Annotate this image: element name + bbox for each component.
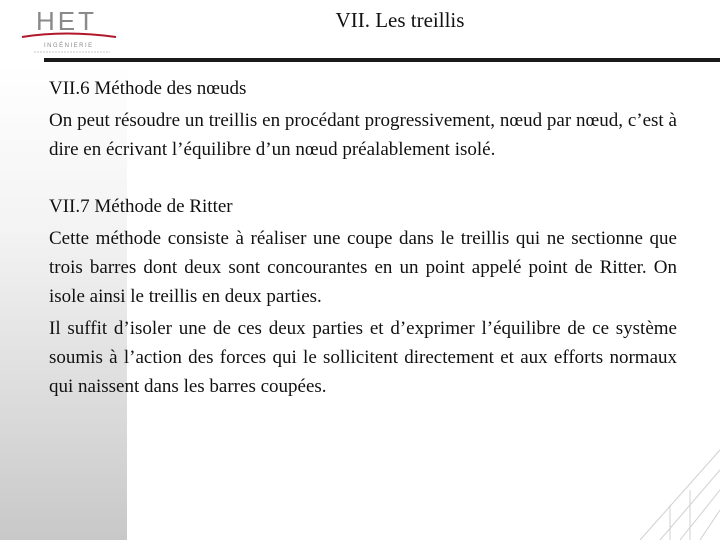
paragraph-ritter-equilibrium: Il suffit d’isoler une de ces deux parties et d’exprimer l’équilibre de ce système soumis à l’action des forces qui le sollicitent directement et aux efforts normaux qui naissent dans les barres coupées. — [49, 318, 677, 397]
paragraph-nodes-method: On peut résoudre un treillis en procédant progressivement, nœud par nœud, c’est à dire en écrivant l’équilibre d’un nœud préalablement isolé. — [49, 110, 677, 160]
section-heading-nodes: VII.6 Méthode des nœuds — [49, 78, 247, 99]
title-underline-rule — [44, 58, 720, 62]
logo-subtitle: INGÉNIERIE — [44, 43, 94, 49]
corner-decoration — [520, 420, 720, 540]
slide-content — [49, 74, 677, 401]
paragraph-ritter-method: Cette méthode consiste à réaliser une coupe dans le treillis qui ne sectionne que trois barres dont deux sont concourantes en un point appelé point de Ritter. On isole ainsi le treillis en deux parties. — [49, 228, 677, 307]
page-title: VII. Les treillis — [335, 8, 465, 32]
logo-wordmark: HET — [36, 6, 97, 36]
section-heading-ritter: VII.7 Méthode de Ritter — [49, 196, 233, 217]
